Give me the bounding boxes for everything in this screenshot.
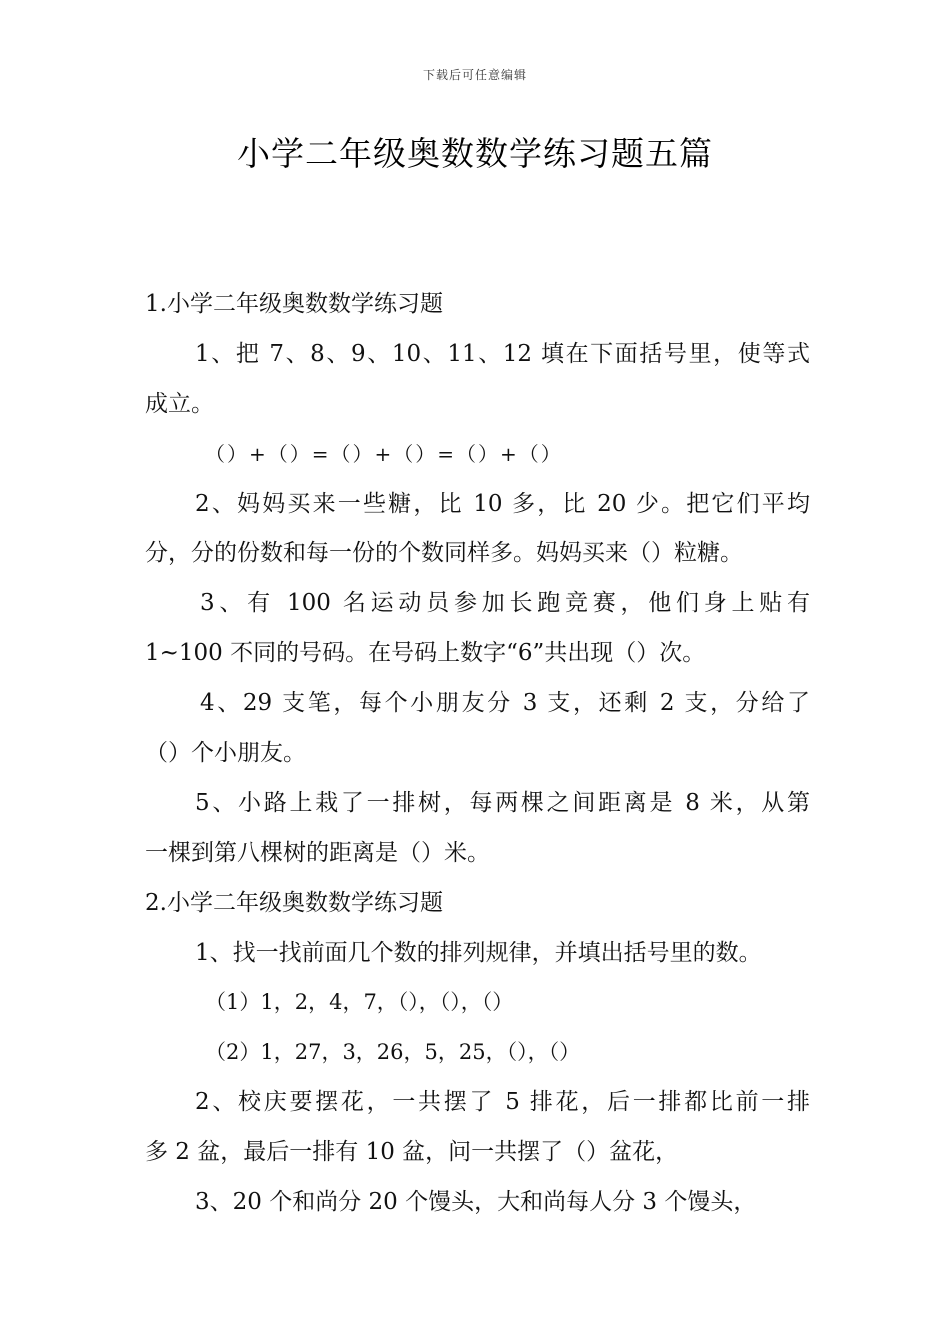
section-heading-2: 2.小学二年级奥数数学练习题 — [145, 889, 443, 916]
problem-1-2-line-1: 2、妈妈买来一些糖，比 10 多，比 20 少。把它们平均 — [195, 490, 810, 517]
document-body — [145, 280, 810, 1228]
problem-1-4-line-1: 4、29 支笔，每个小朋友分 3 支，还剩 2 支，分给了 — [200, 690, 810, 717]
problem-2-3-line-1: 3、20 个和尚分 20 个馒头，大和尚每人分 3 个馒头， — [195, 1189, 757, 1216]
problem-1-5-line-2: 一棵到第八棵树的距离是（）米。 — [145, 839, 490, 866]
problem-2-1-line-1: 1、找一找前面几个数的排列规律，并填出括号里的数。 — [195, 939, 762, 966]
sequence-2: （2）1，27，3，26，5，25，（），（） — [205, 1040, 581, 1065]
problem-1-3-line-2: 1~100 不同的号码。在号码上数字“6”共出现（）次。 — [145, 640, 706, 667]
problem-2-2-line-1: 2、校庆要摆花，一共摆了 5 排花，后一排都比前一排 — [195, 1089, 810, 1116]
problem-1-5-line-1: 5、小路上栽了一排树，每两棵之间距离是 8 米，从第 — [195, 789, 810, 816]
problem-2-2-line-2: 多 2 盆，最后一排有 10 盆，问一共摆了（）盆花， — [145, 1139, 679, 1166]
problem-1-1-line-2: 成立。 — [145, 390, 214, 417]
equation-blanks: （）+（）=（）+（）=（）+（） — [205, 441, 563, 466]
header-note: 下载后可任意编辑 — [422, 68, 527, 82]
problem-1-4-line-2: （）个小朋友。 — [145, 740, 306, 767]
problem-1-3-line-1: 3、有 100 名运动员参加长跑竞赛，他们身上贴有 — [200, 590, 810, 617]
document-title: 小学二年级奥数数学练习题五篇 — [237, 134, 713, 173]
sequence-1: （1）1，2，4，7，（），（），（） — [205, 990, 514, 1015]
problem-1-2-line-2: 分，分的份数和每一份的个数同样多。妈妈买来（）粒糖。 — [145, 540, 743, 567]
problem-1-1-line-1: 1、把 7、8、9、10、11、12 填在下面括号里，使等式 — [195, 340, 810, 367]
section-heading-1: 1.小学二年级奥数数学练习题 — [145, 291, 443, 317]
